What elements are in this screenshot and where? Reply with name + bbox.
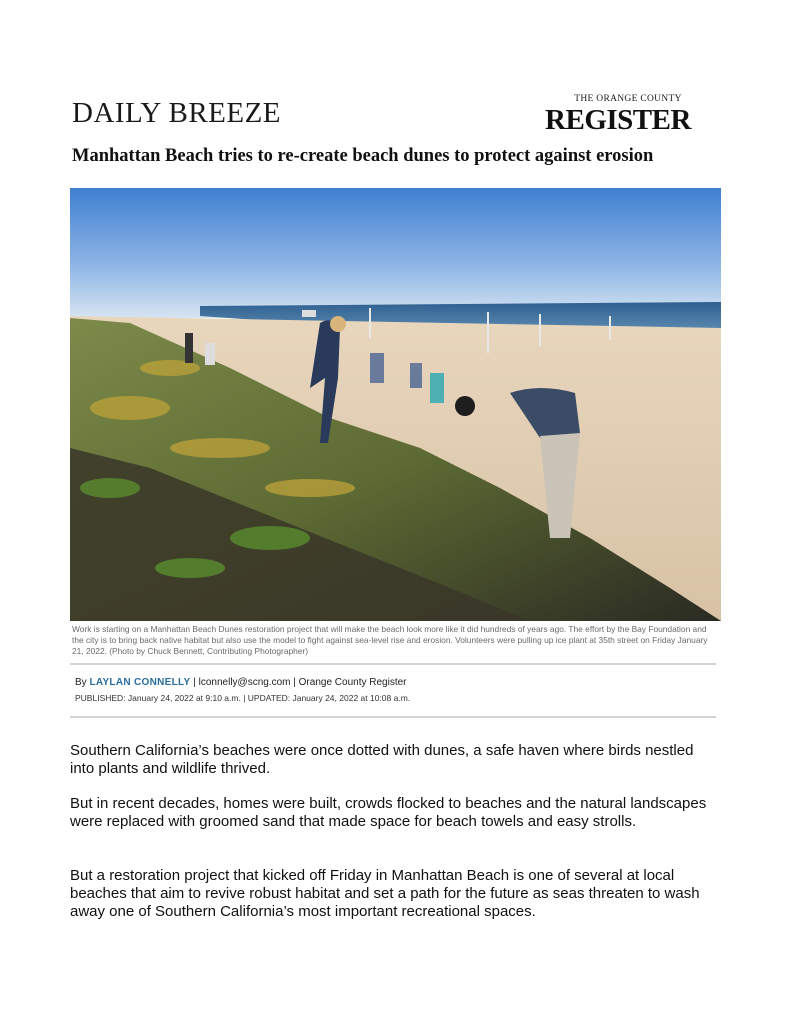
byline-separator: | — [293, 677, 299, 688]
body-paragraph-1: Southern California’s beaches were once dotted with dunes, a safe haven where birds nestled into plants and wildlife thrived. — [70, 742, 694, 777]
article-photo — [70, 188, 721, 621]
daily-breeze-logo: DAILY BREEZE — [72, 97, 282, 129]
author-email[interactable]: lconnelly@scng.com — [198, 677, 291, 688]
ocr-logo-kicker: THE ORANGE COUNTY — [574, 94, 682, 104]
dateline: PUBLISHED: January 24, 2022 at 9:10 a.m. | UPDATED: January 24, 2022 at 10:08 a.m. — [75, 693, 411, 703]
body-paragraph-3: But a restoration project that kicked off Friday in Manhattan Beach is one of several at local beaches that aim to revive robust habitat and set a path for the future as seas threaten to wash away one of Southern California’s most important recreational spaces. — [70, 867, 700, 920]
ocr-logo-name: REGISTER — [545, 103, 691, 136]
author-link[interactable]: LAYLAN CONNELLY — [89, 677, 191, 688]
ocr-logo — [538, 95, 698, 135]
byline — [75, 677, 407, 688]
byline-separator: | — [193, 677, 199, 688]
divider-top — [70, 663, 716, 665]
outlet-name: Orange County Register — [298, 677, 407, 688]
divider-bottom — [70, 716, 716, 718]
photo-caption: Work is starting on a Manhattan Beach Dunes restoration project that will make the beach look more like it did hundreds of years ago. The effort by the Bay Foundation and the city is to bring back native habitat but also use the model to fight against sea-level rise and erosion. Volunteers were pulling up ice plant at 35th street on Friday January 21, 2022. (Photo by Chuck Bennett, Contributing Photographer) — [72, 624, 708, 656]
article-headline: Manhattan Beach tries to re-create beach dunes to protect against erosion — [72, 146, 654, 166]
body-paragraph-2: But in recent decades, homes were built, crowds flocked to beaches and the natural landscapes were replaced with groomed sand that made space for beach towels and easy strolls. — [70, 795, 707, 830]
byline-prefix: By — [75, 677, 87, 688]
